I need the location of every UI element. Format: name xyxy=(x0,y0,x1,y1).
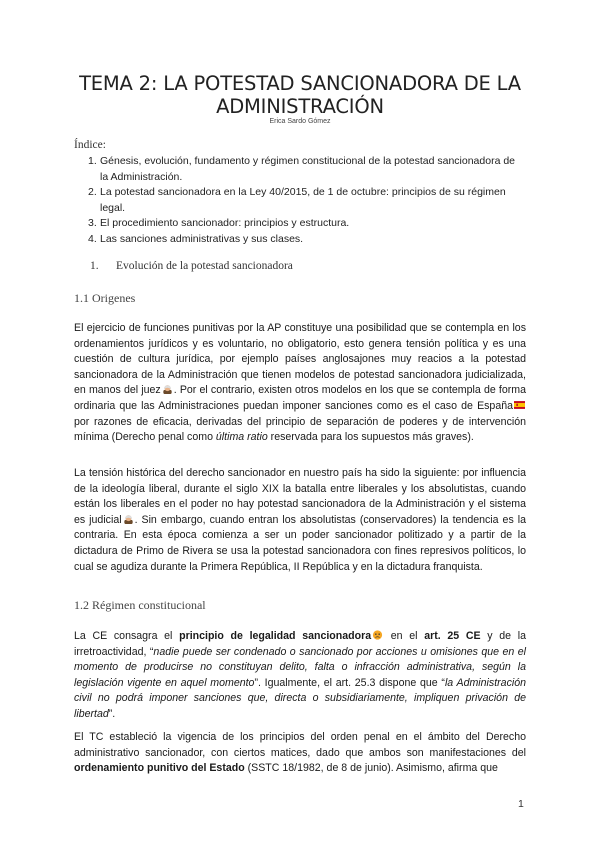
subsection-1-1-heading: 1.1 Origenes xyxy=(74,291,136,305)
index-label: Índice: xyxy=(74,139,106,151)
italic-quote: la Administración civil no podrá imponer sanciones que, directa o subsidiariamente, impliquen privación de libertad xyxy=(74,676,527,720)
toc-item-text: El procedimiento sancionador: principios y estructura. xyxy=(100,217,350,229)
toc-item-number: 2. xyxy=(88,186,97,198)
section-1-heading xyxy=(90,260,293,272)
paragraph-text: (SSTC 18/1982, de 8 de junio). Asimismo, afirma que xyxy=(244,762,498,775)
paragraph-text: reservada para los supuestos más graves). xyxy=(267,431,474,444)
paragraph-text: La tensión histórica del derecho sancionador en nuestro país ha sido la siguiente: por influencia de la ideología liberal, durante el siglo XIX la batalla entre liberales y los absolutistas, cuando están los liberales en el poder no hay potestad sancionadora de la Administración y el sistema es judicial xyxy=(74,467,526,526)
author-name: Erica Sardo Gómez xyxy=(269,118,331,125)
page-number: 1 xyxy=(518,798,524,810)
toc-item-number: 1. xyxy=(88,155,97,167)
bold-term: principio de legalidad sancionadora xyxy=(179,630,372,642)
toc-item-text: La potestad sancionadora en la Ley 40/2015, de 1 de octubre: principios de su régimen legal. xyxy=(100,186,506,214)
paragraph-text: y de la irretroactividad, “ xyxy=(74,630,527,658)
subsection-1-2-heading: 1.2 Régimen constitucional xyxy=(74,598,206,612)
paragraph-text: ”. xyxy=(108,707,116,720)
section-1-title: Evolución de la potestad sancionadora xyxy=(116,260,293,272)
toc-item-text: Las sanciones administrativas y sus clases. xyxy=(100,232,304,245)
paragraph-constitutional-2 xyxy=(74,730,526,777)
paragraph-origins-2 xyxy=(74,466,526,575)
table-of-contents xyxy=(74,154,524,247)
document-title xyxy=(40,72,560,118)
judge-icon xyxy=(162,384,173,394)
toc-item-number: 4. xyxy=(88,232,97,245)
paragraph-constitutional-1 xyxy=(74,629,526,723)
spain-flag-icon xyxy=(514,400,525,410)
paragraph-text: en el xyxy=(384,630,425,642)
title-line-1: TEMA 2: LA POTESTAD SANCIONADORA DE LA xyxy=(79,72,521,95)
paragraph-origins-1 xyxy=(74,321,526,446)
bold-term: art. 25 CE xyxy=(424,630,481,642)
angry-face-icon xyxy=(372,630,383,640)
section-1-number: 1. xyxy=(90,260,99,272)
paragraph-text: ”. Igualmente, el art. 25.3 dispone que “ xyxy=(254,676,445,689)
paragraph-text: . Por el contrario, existen otros modelos en los que se contempla de forma ordinaria que las Administraciones puedan imponer sanciones como es el caso de España xyxy=(74,384,526,412)
title-line-2: ADMINISTRACIÓN xyxy=(216,95,384,118)
bold-term: ordenamiento punitivo del Estado xyxy=(74,762,245,775)
toc-item xyxy=(74,216,524,232)
italic-term: última ratio xyxy=(215,431,268,444)
toc-item xyxy=(74,154,524,185)
paragraph-text: El ejercicio de funciones punitivas por la AP constituye una posibilidad que se contempla en los ordenamientos jurídicos y es voluntario, no obligatorio, esto genera tensión política y es una cuestión de cultura jurídica, por ejemplo países anglosajones muy reacios a la potestad sancionadora de la Administración que tienen modelos de potestad sancionadora judicializada, en manos del juez xyxy=(74,322,526,397)
paragraph-text: por razones de eficacia, derivadas del principio de separación de poderes y de intervención mínima (Derecho penal como xyxy=(74,415,526,444)
paragraph-text: La CE consagra el xyxy=(74,630,180,642)
toc-item-number: 3. xyxy=(88,217,97,229)
toc-item xyxy=(74,185,524,216)
italic-quote: nadie puede ser condenado o sancionado por acciones u omisiones que en el momento de producirse no constituyan delito, falta o infracción administrativa, según la legislación vigente en aquel momento xyxy=(74,645,527,689)
paragraph-text: . Sin embargo, cuando entran los absolutistas (conservadores) la tendencia es la contraria. En esta época comienza a ser un poder sancionador politizado y a partir de la dictadura de Primo de Rivera se usa la potestad sancionadora con fines represivos políticos, lo cual se agudiza durante la Primera República, II República y en la dictadura franquista. xyxy=(74,513,526,573)
toc-item xyxy=(74,232,524,248)
judge-icon xyxy=(123,514,134,524)
toc-item-text: Génesis, evolución, fundamento y régimen constitucional de la potestad sancionadora de la Administración. xyxy=(100,155,516,183)
paragraph-text: El TC estableció la vigencia de los principios del orden penal en el ámbito del Derecho administrativo sancionador, con ciertos matices, dado que ambos son manifestaciones del xyxy=(74,731,526,759)
